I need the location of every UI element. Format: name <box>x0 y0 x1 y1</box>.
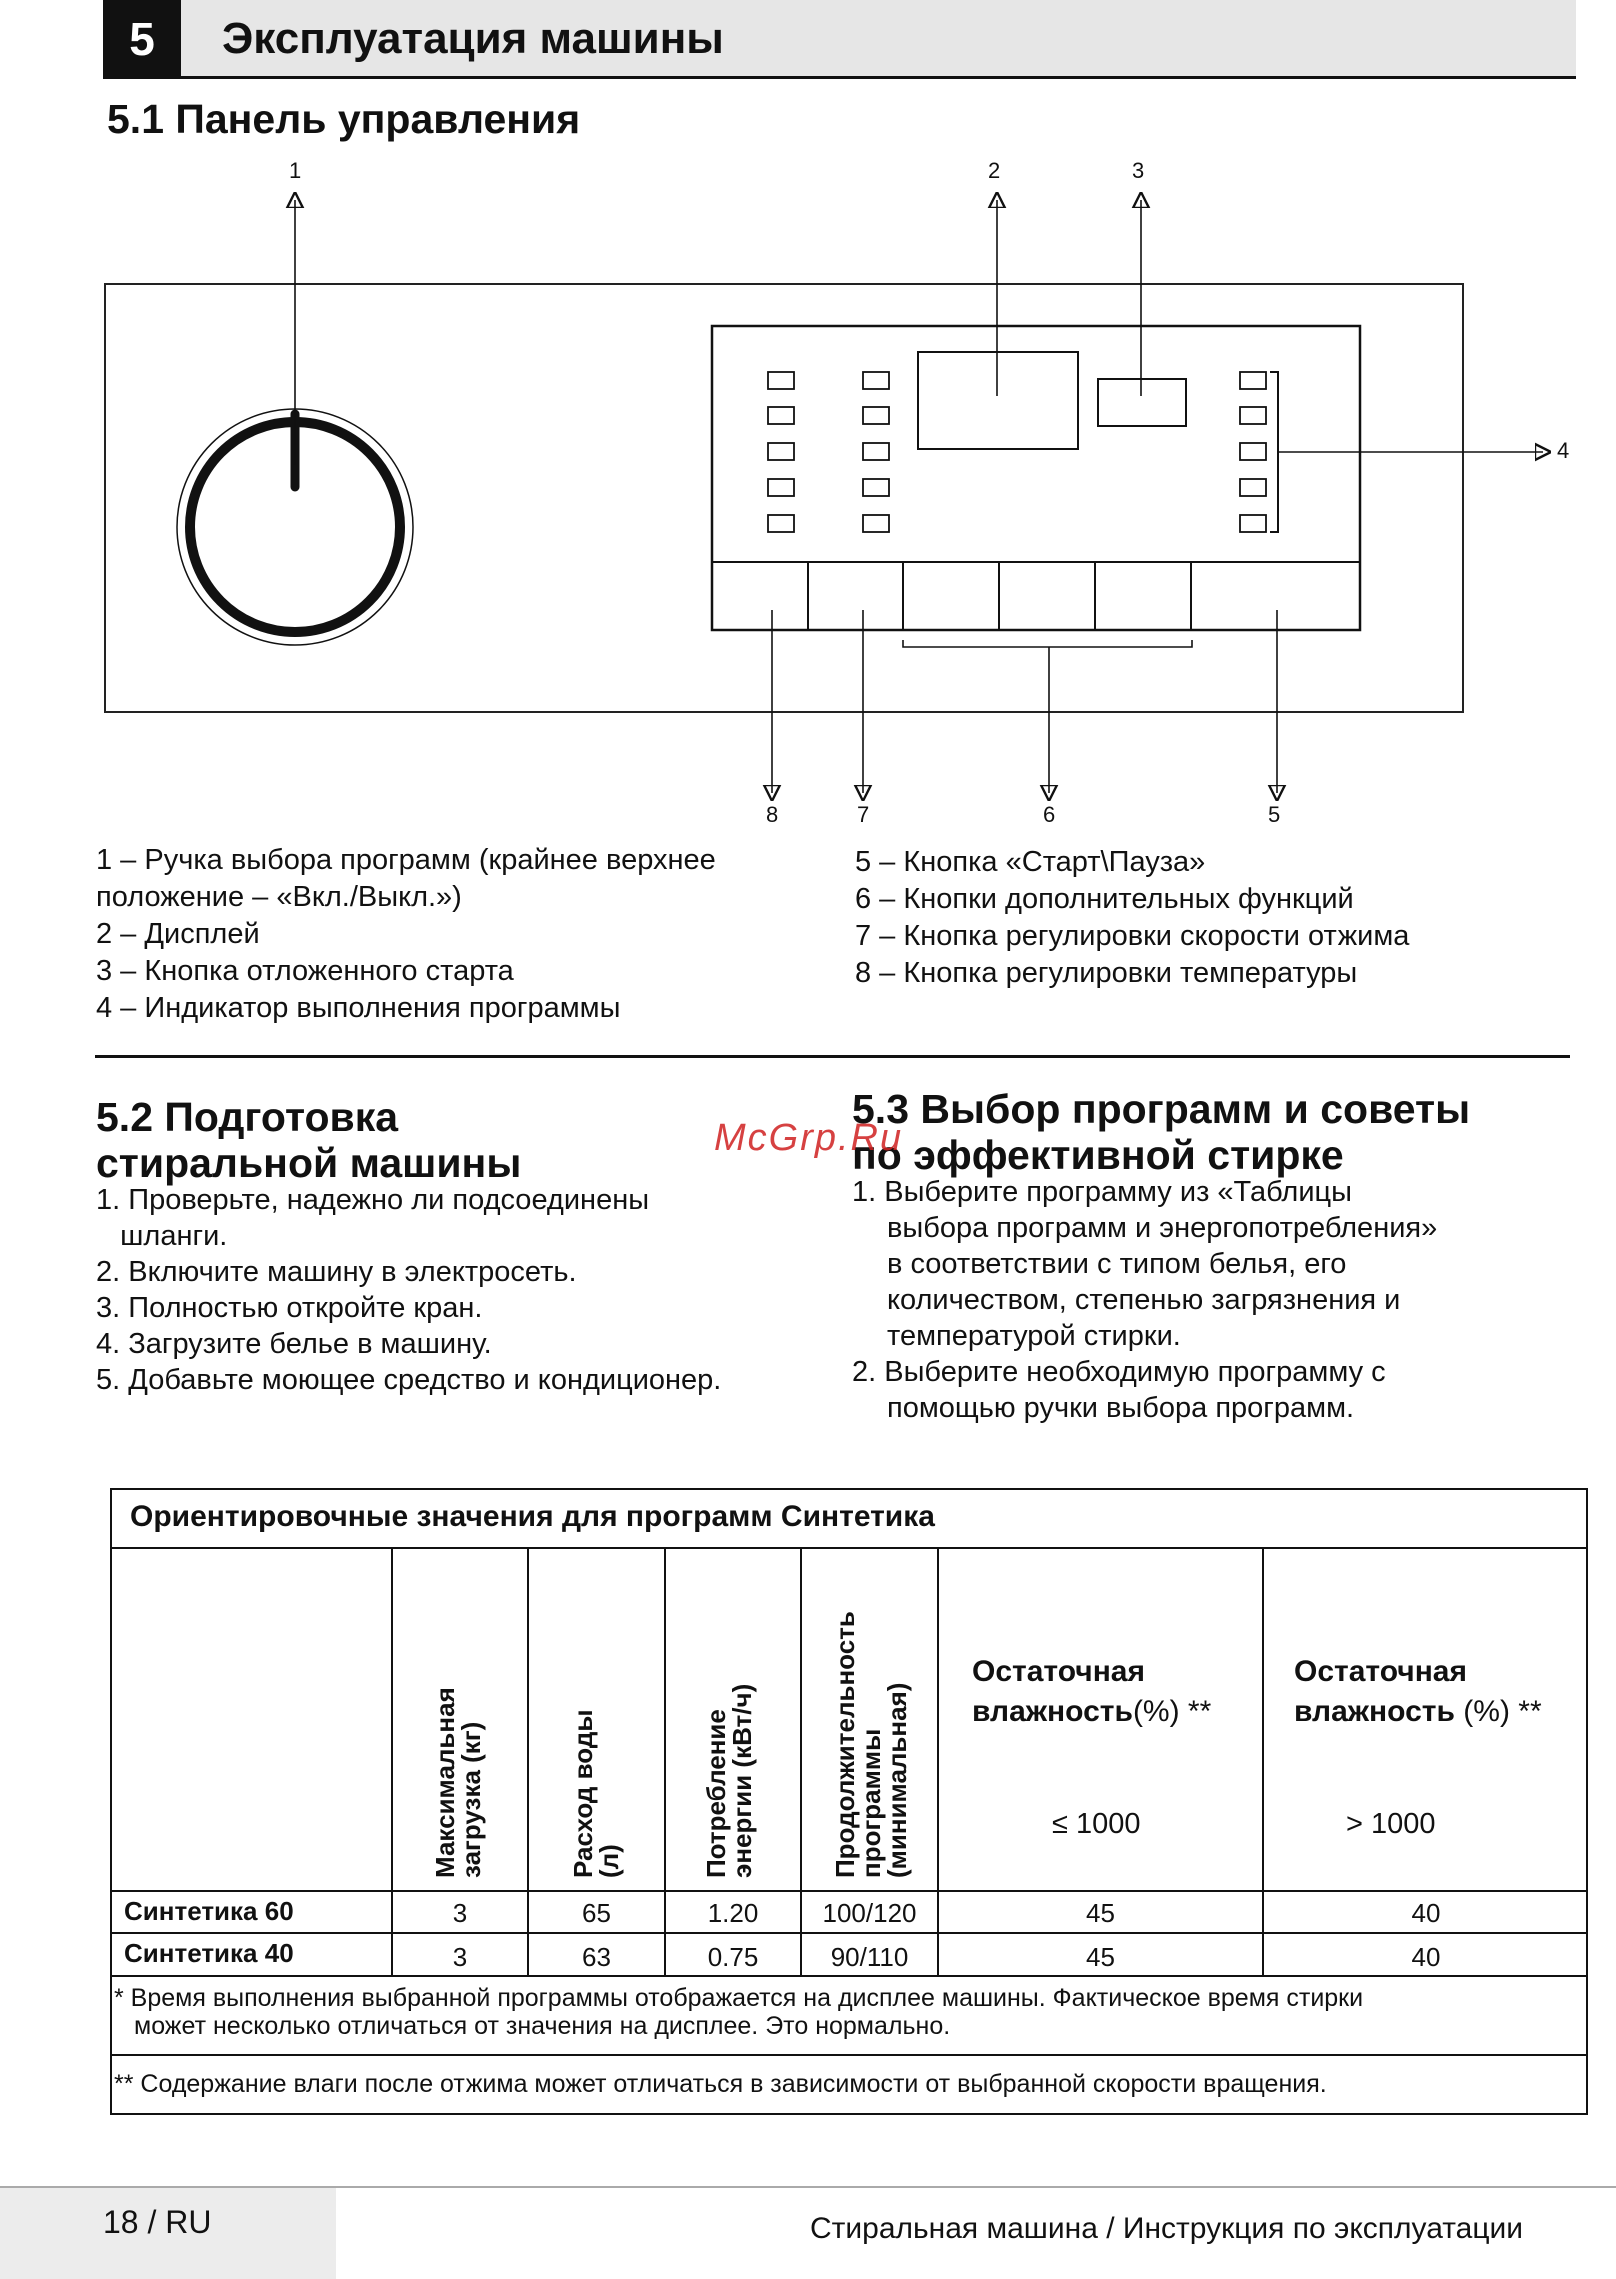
humidity-low-speed: ≤ 1000 <box>1052 1808 1141 1840</box>
callout-7: 7 <box>857 802 870 827</box>
humidity-high-speed: > 1000 <box>1346 1808 1436 1840</box>
list-item: шланги. <box>96 1220 228 1252</box>
table-cell: 40 <box>1411 1942 1441 1972</box>
table-cell: 100/120 <box>822 1898 917 1928</box>
table-cell: 1.20 <box>707 1898 759 1928</box>
control-panel-diagram <box>100 155 1600 835</box>
list-item: количеством, степенью загрязнения и <box>887 1284 1401 1316</box>
table-cell: 65 <box>582 1898 611 1928</box>
list-item: выбора программ и энергопотребления» <box>887 1212 1438 1244</box>
legend-right <box>855 844 1409 992</box>
col-header-humidity-low: Остаточная влажность(%) ** <box>972 1655 1212 1728</box>
section-5-2-steps <box>96 1182 721 1398</box>
legend-item: 1 – Ручка выбора программ (крайнее верхнее <box>96 844 716 876</box>
list-item: 1. Выберите программу из «Таблицы <box>852 1176 1352 1208</box>
table-row-name: Синтетика 40 <box>124 1938 294 1968</box>
table-title: Ориентировочные значения для программ Синтетика <box>130 1500 935 1533</box>
table-cell: 90/110 <box>830 1942 909 1972</box>
section-5-3-heading: 5.3 Выбор программ и советы по эффективной стирке <box>852 1086 1471 1178</box>
delay-start-button <box>1098 379 1186 426</box>
panel-outline <box>105 284 1463 712</box>
footer-doc-title: Стиральная машина / Инструкция по эксплуатации <box>810 2212 1524 2245</box>
watermark: McGrp.Ru <box>714 1117 904 1159</box>
legend-item: 8 – Кнопка регулировки температуры <box>855 957 1358 989</box>
list-item: помощью ручки выбора программ. <box>887 1392 1355 1424</box>
list-item: 3. Полностью откройте кран. <box>96 1292 483 1324</box>
legend-item: 5 – Кнопка «Старт\Пауза» <box>855 846 1206 878</box>
list-item: 2. Включите машину в электросеть. <box>96 1256 577 1288</box>
list-item: 4. Загрузите белье в машину. <box>96 1328 492 1360</box>
list-item: температурой стирки. <box>887 1320 1181 1352</box>
callout-2: 2 <box>988 158 1001 183</box>
table-cell: 63 <box>582 1942 611 1972</box>
col-header-load: Максимальная загрузка (кг) <box>430 1687 486 1878</box>
section-divider <box>95 1055 1570 1058</box>
table-note-2: ** Содержание влаги после отжима может отличаться в зависимости от выбранной скорости вращения. <box>114 2070 1327 2098</box>
list-item: 2. Выберите необходимую программу с <box>852 1356 1386 1388</box>
callout-6: 6 <box>1043 802 1056 827</box>
col-header-humidity-high: Остаточная влажность (%) ** <box>1294 1655 1542 1728</box>
table-cell: 3 <box>452 1898 468 1928</box>
table-cell: 3 <box>452 1942 468 1972</box>
table-cell: 0.75 <box>707 1942 759 1972</box>
legend-item: положение – «Вкл./Выкл.») <box>96 881 462 913</box>
legend-item: 4 – Индикатор выполнения программы <box>96 992 621 1024</box>
section-5-2-heading: 5.2 Подготовка стиральной машины <box>96 1094 522 1186</box>
legend-item: 6 – Кнопки дополнительных функций <box>855 883 1354 915</box>
header-rule <box>103 76 1576 79</box>
callout-8: 8 <box>766 802 779 827</box>
col-header-duration: Продолжительность программы (минимальная) <box>830 1611 912 1878</box>
table-note-1: * Время выполнения выбранной программы отображается на дисплее машины. Фактическое время стирки может несколько отличаться от значения на дисплее. Это нормально. <box>114 1984 1364 2040</box>
page-number: 18 / RU <box>103 2204 212 2240</box>
chapter-title: Эксплуатация машины <box>222 14 724 63</box>
callout-1: 1 <box>289 158 302 183</box>
progress-bracket <box>1270 372 1278 532</box>
table-cell: 45 <box>1086 1898 1115 1928</box>
list-item: 5. Добавьте моющее средство и кондиционер. <box>96 1364 722 1396</box>
legend-item: 7 – Кнопка регулировки скорости отжима <box>855 920 1410 952</box>
col-header-energy: Потребление энергии (кВт/ч) <box>701 1683 757 1878</box>
legend-item: 2 – Дисплей <box>96 918 260 950</box>
legend-left <box>96 842 716 1027</box>
table-cell: 40 <box>1411 1898 1441 1928</box>
table-cell: 45 <box>1086 1942 1115 1972</box>
indicator-leds <box>768 372 1266 532</box>
legend-item: 3 – Кнопка отложенного старта <box>96 955 514 987</box>
callout-5: 5 <box>1268 802 1281 827</box>
list-item: в соответствии с типом белья, его <box>887 1248 1347 1280</box>
display <box>918 352 1078 449</box>
chapter-number: 5 <box>103 0 181 78</box>
section-5-3-steps <box>852 1174 1437 1426</box>
callout-3: 3 <box>1132 158 1145 183</box>
table-row-name: Синтетика 60 <box>124 1896 294 1926</box>
option-buttons-bracket <box>903 640 1192 647</box>
col-header-water: Расход воды (л) <box>568 1709 624 1878</box>
section-5-1-heading: 5.1 Панель управления <box>107 96 581 142</box>
callout-4: 4 <box>1557 438 1570 463</box>
list-item: 1. Проверьте, надежно ли подсоединены <box>96 1184 650 1216</box>
